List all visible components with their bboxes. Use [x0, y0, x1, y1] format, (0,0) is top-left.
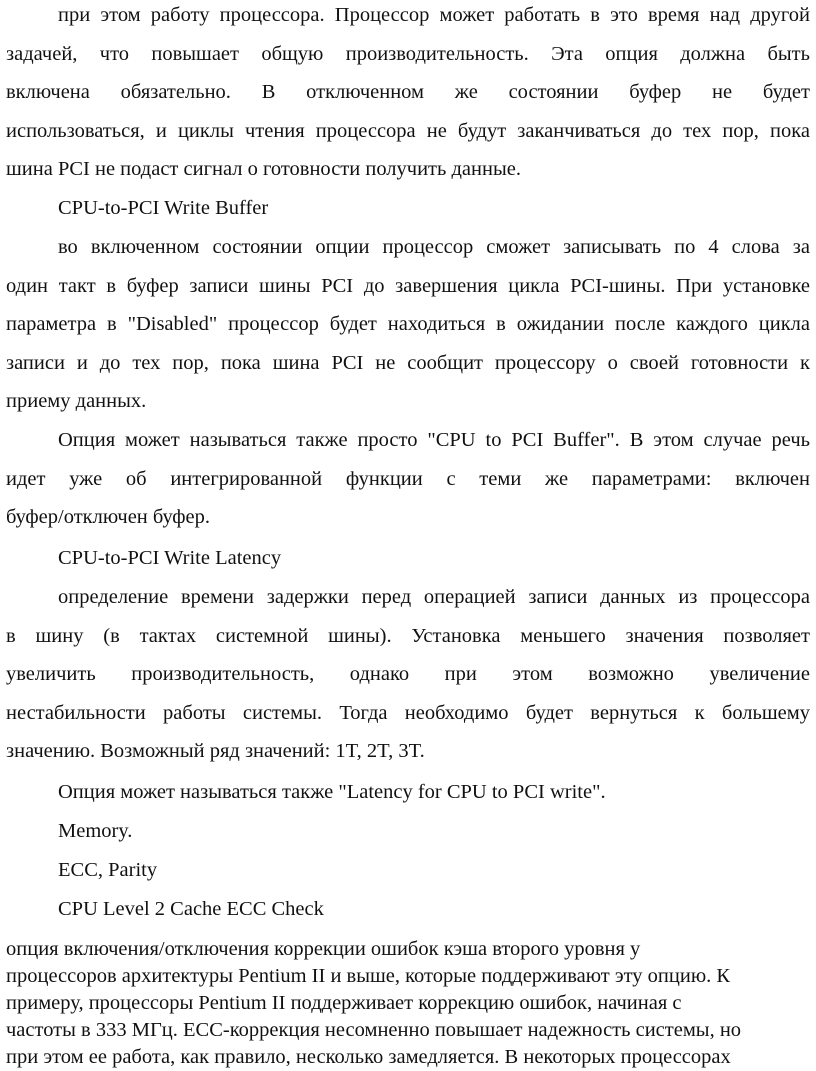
text-line: включена обязательно. В отключенном же состоянии буфер не будет	[6, 81, 810, 103]
paragraph-latency-alias	[6, 773, 810, 812]
text-line: использоваться, и циклы чтения процессора не будут заканчиваться до тех пор, пока	[6, 119, 810, 142]
paragraph-write-buffer	[6, 228, 810, 421]
text-line: задачей, что повышает общую производительность. Эта опция должна быть	[6, 42, 810, 65]
text-line: значению. Возможный ряд значений: 1T, 2T, 3T.	[6, 740, 425, 762]
text-line: увеличить производительность, однако при этом возможно увеличение	[6, 663, 810, 685]
text-line: определение времени задержки перед операцией записи данных из процессора	[58, 586, 810, 608]
heading-text: Memory.	[58, 820, 133, 842]
text-line: шина PCI не подаст сигнал о готовности получить данные.	[6, 158, 521, 180]
heading-ecc-parity	[6, 851, 810, 890]
text-line: процессоров архитектуры Pentium II и выше, которые поддерживают эту опцию. К	[6, 965, 731, 987]
paragraph-l2-cache-ecc	[6, 936, 810, 1071]
text-line: записи и до тех пор, пока шина PCI не сообщит процессору о своей готовности к	[6, 351, 810, 374]
text-line: Опция может называться также просто "CPU to PCI Buffer". В этом случае речь	[58, 429, 810, 451]
text-line: при этом работу процессора. Процессор может работать в это время над другой	[58, 4, 810, 26]
heading-write-buffer	[6, 189, 810, 228]
text-line: идет уже об интегрированной функции с теми же параметрами: включен	[6, 467, 810, 490]
heading-memory	[6, 812, 810, 851]
heading-text: CPU-to-PCI Write Latency	[58, 547, 282, 569]
heading-text: CPU-to-PCI Write Buffer	[58, 197, 269, 219]
text-line: частоты в 333 МГц. ECC-коррекция несомненно повышает надежность системы, но	[6, 1019, 742, 1041]
heading-write-latency	[6, 539, 810, 578]
text-line: при этом ее работа, как правило, несколько замедляется. В некоторых процессорах	[6, 1046, 731, 1068]
text-line: нестабильности работы системы. Тогда необходимо будет вернуться к большему	[6, 701, 810, 724]
text-line: Опция может называться также "Latency for CPU to PCI write".	[58, 781, 606, 803]
text-line: буфер/отключен буфер.	[6, 506, 211, 528]
text-line: опция включения/отключения коррекции ошибок кэша второго уровня у	[6, 938, 641, 960]
text-line: один такт в буфер записи шины PCI до завершения цикла PCI-шины. При установке	[6, 274, 810, 297]
paragraph-write-buffer-intro	[6, 0, 810, 189]
paragraph-cpu-to-pci-buffer	[6, 421, 810, 537]
text-line: примеру, процессоры Pentium II поддерживает коррекцию ошибок, начиная с	[6, 992, 682, 1014]
heading-text: ECC, Parity	[58, 859, 158, 881]
text-line: в шину (в тактах системной шины). Установка меньшего значения позволяет	[6, 624, 810, 647]
paragraph-write-latency	[6, 578, 810, 771]
heading-text: CPU Level 2 Cache ECC Check	[58, 898, 324, 920]
heading-l2-cache-ecc	[6, 890, 810, 929]
text-line: приему данных.	[6, 390, 147, 412]
text-line: параметра в "Disabled" процессор будет находиться в ожидании после каждого цикла	[6, 313, 810, 335]
text-line: во включенном состоянии опции процессор сможет записывать по 4 слова за	[58, 236, 810, 258]
